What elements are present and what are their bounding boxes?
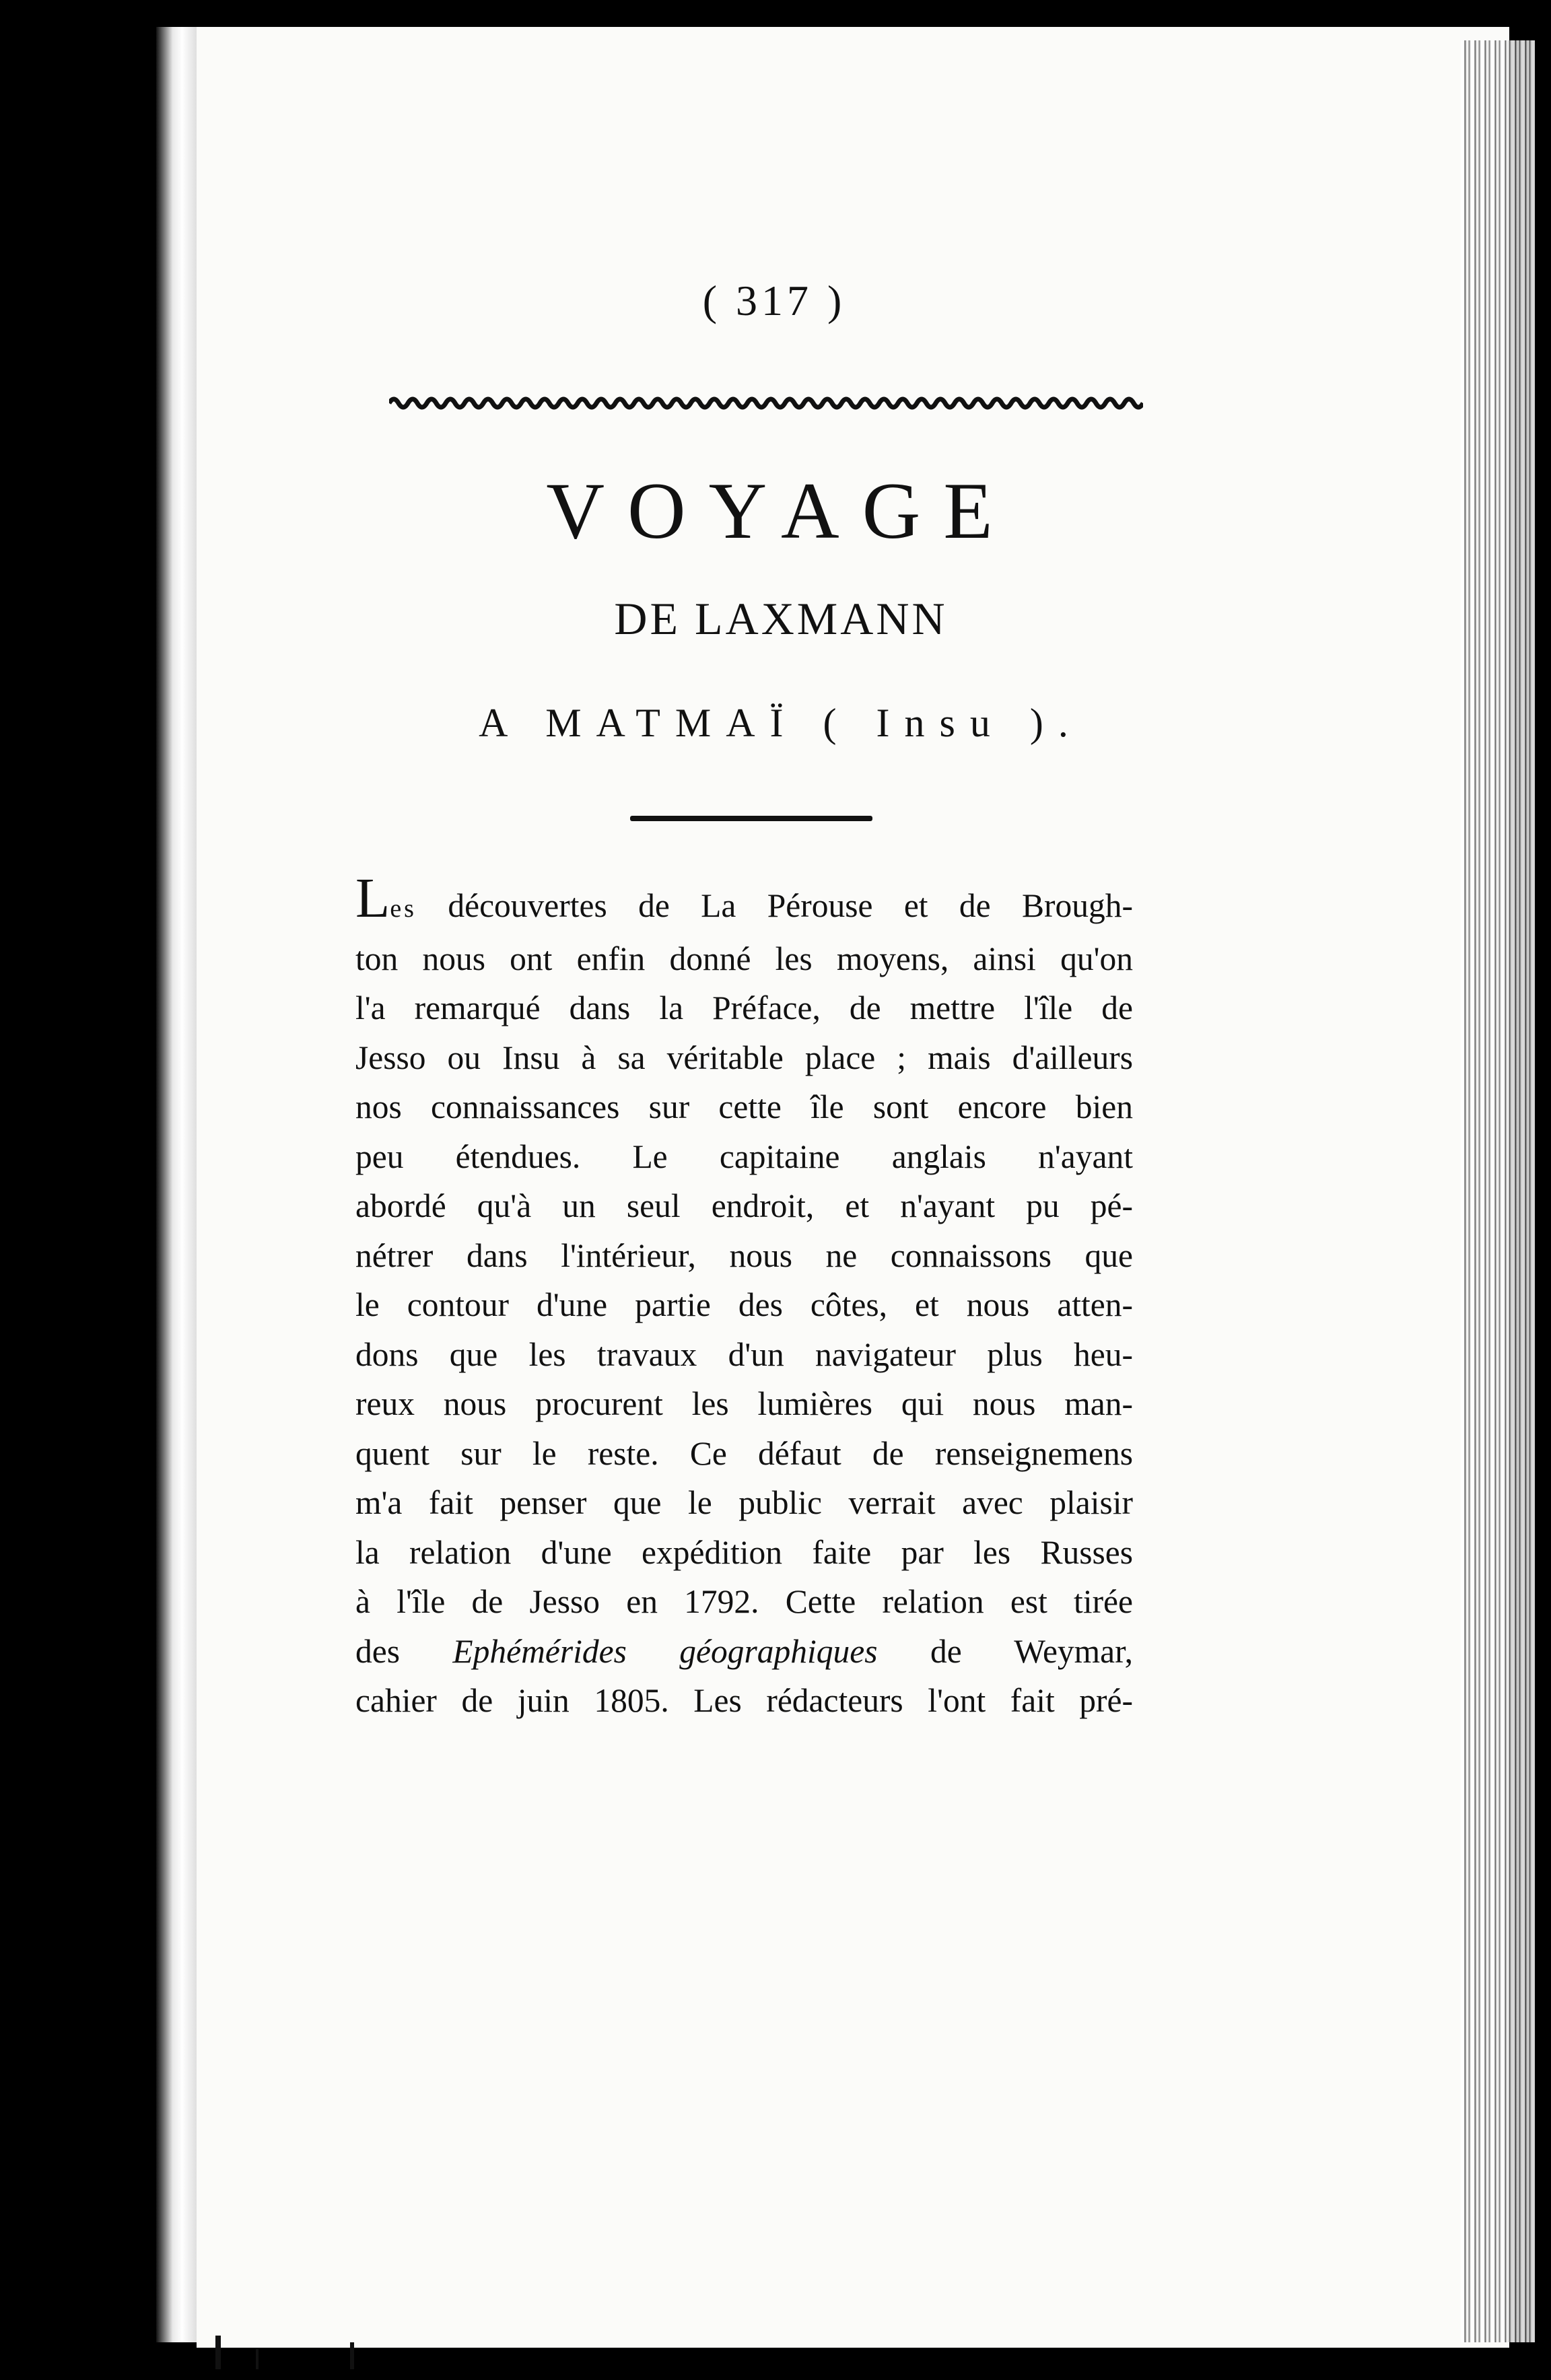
text-line-11: reux nous procurent les lumières qui nous man-	[355, 1385, 1133, 1422]
text-line-16-end: de Weymar,	[930, 1632, 1134, 1670]
chapter-title: VOYAGE	[546, 466, 1016, 555]
text-line-1-rest: découvertes de La Pérouse et de Brough-	[448, 887, 1133, 924]
text-line-10: dons que les travaux d'un navigateur plus heu-	[355, 1335, 1133, 1373]
drop-cap: L	[355, 867, 390, 930]
section-rule	[630, 816, 872, 821]
text-line-3: l'a remarqué dans la Préface, de mettre l'île de	[355, 989, 1133, 1026]
text-line-12: quent sur le reste. Ce défaut de renseignemens	[355, 1434, 1133, 1472]
text-line-7: abordé qu'à un seul endroit, et n'ayant pu pé-	[355, 1187, 1133, 1224]
page-number: ( 317 )	[702, 277, 846, 324]
text-line-16-start: des	[355, 1632, 400, 1670]
chapter-subtitle: DE LAXMANN	[614, 593, 948, 644]
text-line-17: cahier de juin 1805. Les rédacteurs l'ont fait pré-	[355, 1682, 1133, 1719]
scan-artifact-marks	[215, 2336, 417, 2376]
text-line-8: nétrer dans l'intérieur, nous ne connaissons que	[355, 1236, 1133, 1274]
body-paragraph	[355, 867, 1134, 1726]
text-line-15: à l'île de Jesso en 1792. Cette relation est tirée	[355, 1583, 1133, 1620]
text-line-4: Jesso ou Insu à sa véritable place ; mais d'ailleurs	[355, 1039, 1133, 1076]
ornamental-wavy-rule	[389, 393, 1143, 413]
text-line-9: le contour d'une partie des côtes, et nous atten-	[355, 1286, 1133, 1323]
text-line-14: la relation d'une expédition faite par les Russes	[355, 1533, 1133, 1571]
text-line-16	[355, 1627, 1133, 1677]
text-line-1	[355, 867, 1133, 934]
chapter-destination: A MATMAÏ ( Insu ).	[479, 701, 1083, 745]
drop-cap-rest: es	[390, 895, 417, 923]
journal-title: Ephémérides géographiques	[452, 1632, 878, 1670]
page-edges	[1461, 40, 1535, 2342]
text-line-5: nos connaissances sur cette île sont encore bien	[355, 1088, 1133, 1125]
text-line-13: m'a fait penser que le public verrait avec plaisir	[355, 1484, 1133, 1521]
text-line-2: ton nous ont enfin donné les moyens, ainsi qu'on	[355, 940, 1133, 977]
text-line-6: peu étendues. Le capitaine anglais n'ayant	[355, 1138, 1133, 1175]
